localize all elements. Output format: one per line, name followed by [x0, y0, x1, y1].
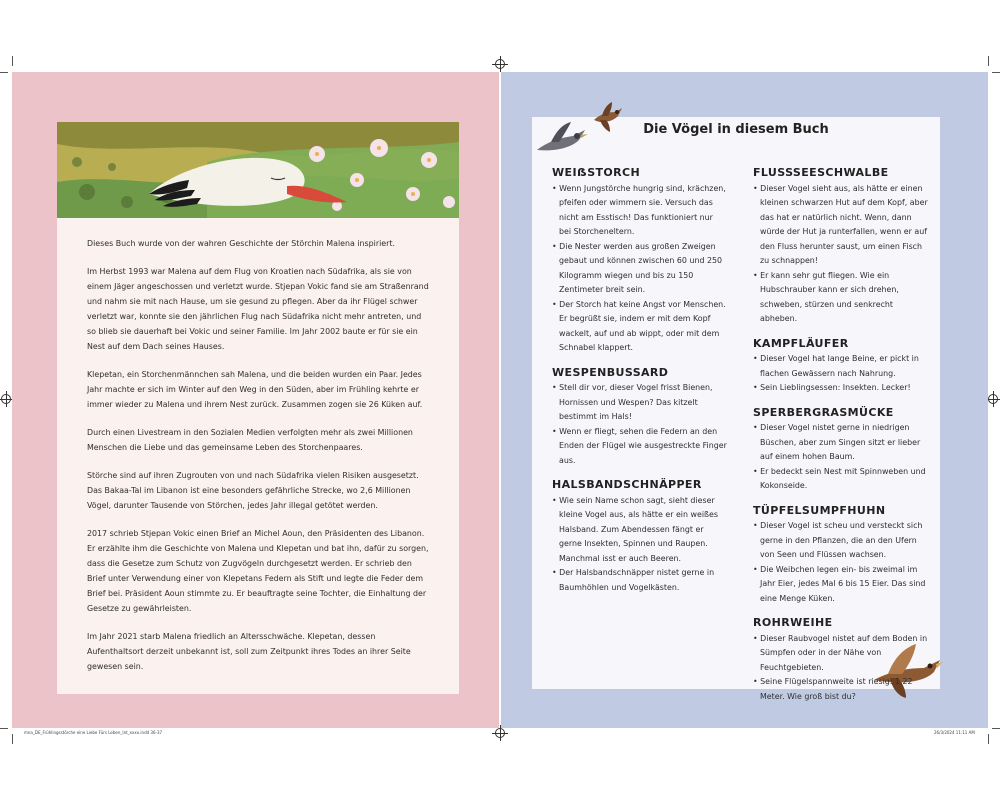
bird-fact: • Die Nester werden aus großen Zweigen gebaut und können zwischen 60 und 250 Kilogramm wiegen und bis zu 150 Zentimeter breit sein. [552, 240, 727, 298]
bird-fact: • Der Storch hat keine Angst vor Menschen. Er begrüßt sie, indem er mit dem Kopf wackelt, auf und ab wippt, oder mit dem Schnabel klappert. [552, 298, 727, 356]
story-paragraph-1: Dieses Buch wurde von der wahren Geschichte der Störchin Malena inspiriert. [87, 239, 395, 248]
registration-mark-top [495, 59, 505, 69]
bird-fact: • Dieser Raubvogel nistet auf dem Boden in Sümpfen oder in der Nähe von Feuchtgebieten. [753, 632, 928, 676]
bird-fact: • Stell dir vor, dieser Vogel frisst Bienen, Hornissen und Wespen? Das kitzelt bestimmt im Hals! [552, 381, 727, 425]
story-paragraph-2: Im Herbst 1993 war Malena auf dem Flug von Kroatien nach Südafrika, als sie von einem Jäger angeschossen und verletzt wurde. Stjepan Vokic fand sie am Straßenrand und nahm sie mit nach Hause, um sie gesund zu pflegen. Aber da ihr Flügel schwer verletzt war, konnte sie den jährlichen Flug nach Südafrika nicht mehr antreten, und so blieb sie dauerhaft bei Vokic und seiner Familie. Im Jahr 2002 baute er für sie ein Nest auf dem Dach seines Hauses. [87, 267, 429, 351]
page-title: Die Vögel in diesem Buch [643, 122, 829, 137]
bird-fact: • Dieser Vogel nistet gerne in niedrigen Büschen, aber zum Singen sitzt er lieber auf einem hohen Baum. [753, 421, 928, 465]
bird-name: SPERBERGRASMÜCKE [753, 405, 894, 419]
bird-fact: • Der Halsbandschnäpper nistet gerne in Baumhöhlen und Vogelkästen. [552, 566, 727, 595]
footer-file-info: mna_DE_Frühlingsstörche eine Liebe Fürs Leben_Int_xxxx.indd 36-37 [24, 730, 163, 735]
bird-fact: • Er kann sehr gut fliegen. Wie ein Hubschrauber kann er sich drehen, schweben, stürzen und senkrecht abheben. [753, 269, 928, 327]
bird-fact: • Wenn er fliegt, sehen die Federn an den Enden der Flügel wie ausgestreckte Finger aus. [552, 425, 727, 469]
bird-section-halsbandschnaepper [552, 478, 727, 595]
story-text [87, 236, 432, 687]
bird-fact: • Wie sein Name schon sagt, sieht dieser kleine Vogel aus, als hätte er ein weißes Halsband. Zum Abendessen fängt er gerne Insekten, Spinnen und Raupen. Manchmal isst er auch Beeren. [552, 494, 727, 567]
bird-section-tuepfelsumpfhuhn [753, 504, 928, 607]
story-paragraph-4: Durch einen Livestream in den Sozialen Medien verfolgten mehr als zwei Millionen Menschen die Liebe und das gemeinsame Leben des Storchenpaares. [87, 428, 413, 452]
bird-section-wespenbussard [552, 366, 727, 469]
bird-section-kampflaeufer [753, 337, 928, 396]
bird-name: FLUSSSEESCHWALBE [753, 166, 889, 179]
bird-section-rohrweihe [753, 616, 928, 704]
footer-timestamp: 26/3/2024 11:11 AM [934, 730, 975, 735]
story-paragraph-7: Im Jahr 2021 starb Malena friedlich an Altersschwäche. Klepetan, dessen Aufenthaltsort derzeit unbekannt ist, soll zum Zeitpunkt ihres Todes an ihrer Seite gewesen sein. [87, 632, 411, 671]
birds-right-column [753, 166, 928, 714]
bird-fact: • Dieser Vogel ist scheu und versteckt sich gerne in den Pflanzen, die an den Ufern von Seen und Flüssen wachsen. [753, 519, 928, 563]
bird-section-sperbergrasmuecke [753, 406, 928, 494]
bird-name: HALSBANDSCHNÄPPER [552, 478, 702, 491]
story-paragraph-6: 2017 schrieb Stjepan Vokic einen Brief an Michel Aoun, den Präsidenten des Libanon. Er erzählte ihm die Geschichte von Malena und Klepetan und bat ihn, dafür zu sorgen, dass die Gesetze zum Schutz von Zugvögeln durchgesetzt werden. Er schrieb den Brief unter Verwendung einer von Klepetans Federn als Stift und legte die Feder dem Brief bei. Präsident Aoun stimmte zu. Er beauftragte seine Tochter, die Einhaltung der Gesetze zu gewährleisten. [87, 529, 429, 613]
bird-fact: • Die Weibchen legen ein- bis zweimal im Jahr Eier, jedes Mal 6 bis 15 Eier. Das sind eine Menge Küken. [753, 563, 928, 607]
bird-fact: • Wenn Jungstörche hungrig sind, krächzen, pfeifen oder wimmern sie. Versuch das nicht am Esstisch! Das funktioniert nur bei Storcheneltern. [552, 182, 727, 240]
bird-section-flussseeschwalbe [753, 166, 928, 327]
bird-section-weissstorch [552, 166, 727, 356]
registration-mark-bottom [495, 728, 505, 738]
bird-name: WEIẞSTORCH [552, 166, 641, 179]
bird-fact: • Er bedeckt sein Nest mit Spinnweben und Kokonseide. [753, 465, 928, 494]
registration-mark-right [988, 394, 998, 404]
bird-fact: • Dieser Vogel hat lange Beine, er pickt in flachen Gewässern nach Nahrung. [753, 352, 928, 381]
bird-fact: • Sein Lieblingsessen: Insekten. Lecker! [753, 381, 928, 396]
bird-fact: • Seine Flügelspannweite ist riesig: 1,22 Meter. Wie groß bist du? [753, 675, 928, 704]
story-paragraph-5: Störche sind auf ihren Zugrouten von und nach Südafrika vielen Risiken ausgesetzt. Das Bakaa-Tal im Libanon ist eine besonders gefährliche Strecke, wo 2,6 Millionen Vögel, darunter Tausende von Störchen, jedes Jahr illegal getötet werden. [87, 471, 419, 510]
bird-name: TÜPFELSUMPFHUHN [753, 503, 886, 517]
bird-name: KAMPFLÄUFER [753, 336, 849, 350]
bird-name: WESPENBUSSARD [552, 365, 669, 379]
registration-mark-left [1, 394, 11, 404]
birds-left-column [552, 166, 727, 605]
story-paragraph-3: Klepetan, ein Storchenmännchen sah Malena, und die beiden wurden ein Paar. Jedes Jahr machte er sich im Winter auf den Weg in den Süden, aber im Frühling kehrte er immer wieder zu Malena und ihrem Nest zurück. Zusammen zogen sie 26 Küken auf. [87, 370, 423, 409]
stork-illustration [57, 122, 459, 218]
bird-fact: • Dieser Vogel sieht aus, als hätte er einen kleinen schwarzen Hut auf dem Kopf, aber das hat er natürlich nicht. Wenn, dann würde der Hut ja runterfallen, wenn er auf den Fluss herunter saust, um einen Fisch zu schnappen! [753, 182, 928, 269]
bird-name: ROHRWEIHE [753, 616, 833, 629]
